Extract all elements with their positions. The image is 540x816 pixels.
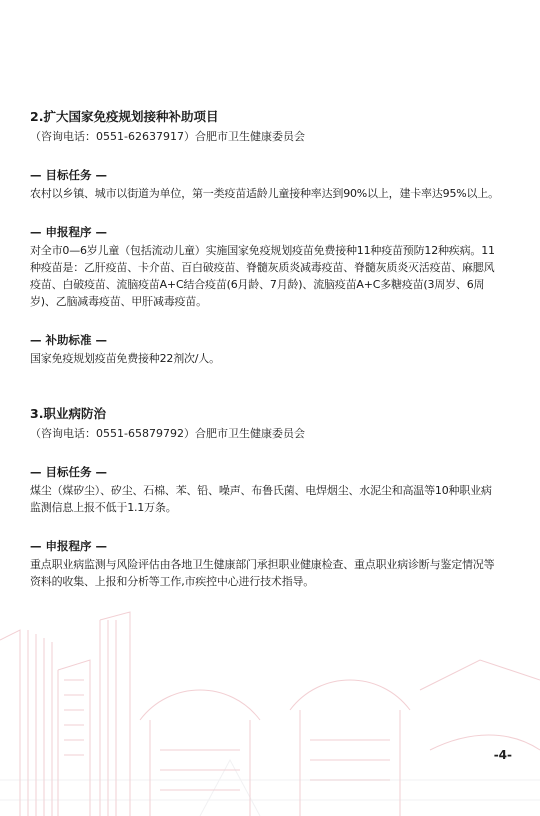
subheading-procedure: — 申报程序 —: [30, 539, 108, 553]
contact-line: （咨询电话：0551-65879792）合肥市卫生健康委员会: [30, 427, 305, 440]
subheading-goals: — 目标任务 —: [30, 168, 108, 182]
section-title: 2.扩大国家免疫规划接种补助项目: [30, 109, 219, 124]
paragraph-goals: 煤尘（煤矽尘）、矽尘、石棉、苯、铅、噪声、布鲁氏菌、电焊烟尘、水泥尘和高温等10种职业病监测信息上报不低于1.1万条。: [30, 484, 492, 514]
page-number: -4-: [493, 748, 512, 762]
paragraph-subsidy: 国家免疫规划疫苗免费接种22剂次/人。: [30, 352, 220, 365]
section-title: 3.职业病防治: [30, 406, 106, 421]
section-occupational-disease: [30, 405, 500, 590]
section-immunization: [30, 108, 500, 367]
subheading-procedure: — 申报程序 —: [30, 225, 108, 239]
paragraph-procedure: 对全市0—6岁儿童（包括流动儿童）实施国家免疫规划疫苗免费接种11种疫苗预防12种疾病。11种疫苗是：乙肝疫苗、卡介苗、百白破疫苗、脊髓灰质炎减毒疫苗、脊髓灰质炎灭活疫苗、麻腮风疫苗、白破疫苗、流脑疫苗A+C结合疫苗(6月龄、7月龄)、流脑疫苗A+C多糖疫苗(3周岁、6周岁)、乙脑减毒疫苗、甲肝减毒疫苗。: [30, 244, 495, 308]
city-skyline-watermark: [0, 600, 540, 816]
contact-line: （咨询电话：0551-62637917）合肥市卫生健康委员会: [30, 130, 305, 143]
paragraph-goals: 农村以乡镇、城市以街道为单位，第一类疫苗适龄儿童接种率达到90%以上，建卡率达95%以上。: [30, 187, 499, 200]
subheading-goals: — 目标任务 —: [30, 465, 108, 479]
subheading-subsidy: — 补助标准 —: [30, 333, 108, 347]
paragraph-procedure: 重点职业病监测与风险评估由各地卫生健康部门承担职业健康检查、重点职业病诊断与鉴定情况等资料的收集、上报和分析等工作,市疾控中心进行技术指导。: [30, 558, 495, 588]
content-area: [30, 108, 500, 590]
